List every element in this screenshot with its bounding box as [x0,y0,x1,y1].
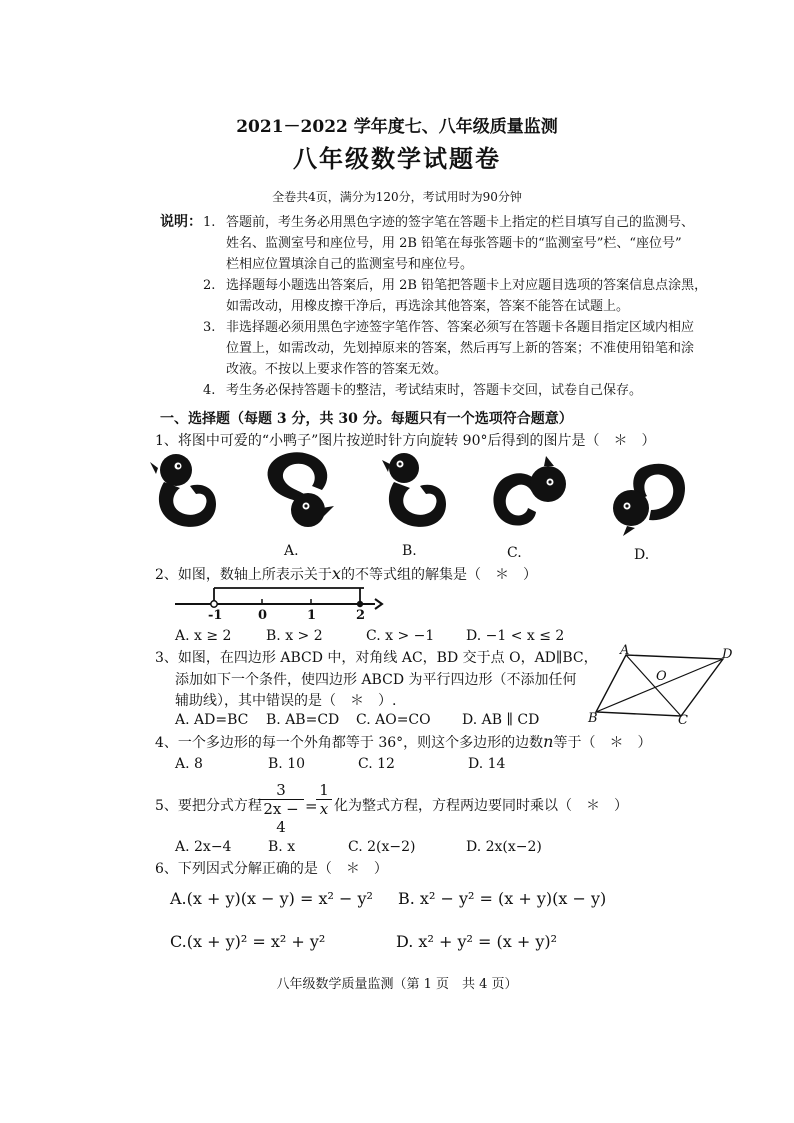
duck-option-b-figure [382,453,446,527]
q2-stem-part: 2、如图，数轴上所表示关于 [155,567,332,583]
number-line-figure [170,584,385,624]
q1-option-b: B. [402,543,417,559]
q2-option-b: B. x > 2 [266,628,323,644]
question-2-stem [155,565,537,584]
q1-option-d: D. [634,547,650,563]
axis-label: 0 [258,608,268,623]
question-4-stem [155,733,651,752]
q5-option-d: D. 2x(x−2) [466,839,542,855]
exam-info: 全卷共4页，满分为120分，考试用时为90分钟 [272,190,522,204]
q6-option-c: C.(x + y)² = x² + y² [170,932,326,951]
duck-figures [150,448,710,553]
equals-sign: = [305,797,318,815]
q4-stem-part: 4、一个多边形的每一个外角都等于 36°，则这个多边形的边数 [155,735,544,751]
instruction-line: 如需改动，用橡皮擦干净后，再选涂其他答案，答案不能答在试题上。 [226,299,630,314]
exam-title: 八年级数学试题卷 [293,144,501,173]
question-1-stem: 1、将图中可爱的“小鸭子”图片按逆时针方向旋转 90°后得到的图片是（ ＊ ） [155,433,656,449]
instructions-label: 说明： [160,214,202,230]
fraction-left [258,781,304,836]
duck-option-d-figure [613,464,685,536]
exam-header-title: 2021－2022 学年度七、八年级质量监测 [236,117,558,137]
question-5-stem-b: 化为整式方程，方程两边要同时乘以（ ＊ ） [334,798,628,814]
q3-option-d: D. AB ∥ CD [462,712,540,728]
instruction-number: 3. [203,320,216,335]
instruction-number: 2. [203,278,216,293]
q6-option-a: A.(x + y)(x − y) = x² − y² [170,889,373,908]
question-6-stem: 6、下列因式分解正确的是（ ＊ ） [155,861,388,877]
instruction-line: 姓名、监测室号和座位号，用 2B 铅笔在每张答题卡的“监测室号”栏、“座位号” [226,236,682,251]
instruction-line: 非选择题必须用黑色字迹签字笔作答、答案必须写在答题卡各题目指定区域内相应 [226,320,695,335]
vertex-label: D [722,647,733,662]
instruction-line: 改液。不按以上要求作答的答案无效。 [226,362,448,377]
duck-option-a-figure [268,452,334,527]
duck-option-c-figure [493,456,566,526]
q4-stem-part: 等于（ ＊ ） [553,735,652,751]
vertex-label: B [588,711,598,726]
axis-label: 2 [356,608,366,623]
diagonal-ac [626,655,681,716]
instruction-line: 位置上，如需改动，先划掉原来的答案，然后再写上新的答案；不准使用铅笔和涂 [226,341,695,356]
q4-variable: n [543,732,554,751]
vertex-label: A [620,643,630,658]
q2-variable: x [331,564,341,583]
q4-option-d: D. 14 [468,756,506,772]
question-3-stem: 3、如图，在四边形 ABCD 中，对角线 AC，BD 交于点 O，AD∥BC， [155,650,598,666]
instruction-number: 4. [203,383,216,398]
q5-option-c: C. 2(x−2) [348,839,416,855]
fraction-numerator: 1 [319,781,329,799]
axis-label: -1 [208,608,223,623]
duck-original-figure [150,454,216,527]
question-5-stem-a: 5、要把分式方程 [155,798,262,814]
fraction-numerator: 3 [276,781,286,799]
q3-option-a: A. AD=BC [175,712,249,728]
q3-option-c: C. AO=CO [356,712,431,728]
fraction-denominator: 2x − 4 [263,800,299,836]
q6-option-b: B. x² − y² = (x + y)(x − y) [398,889,607,908]
question-3-stem: 添加如下一个条件，使四边形 ABCD 为平行四边形（不添加任何 [175,672,577,688]
vertex-label: C [678,713,688,728]
q3-option-b: B. AB=CD [266,712,340,728]
instruction-line: 选择题每小题选出答案后，用 2B 铅笔把答题卡上对应题目选项的答案信息点涂黑， [226,278,708,293]
q5-option-a: A. 2x−4 [175,839,232,855]
q4-option-b: B. 10 [268,756,306,772]
q6-option-d: D. x² + y² = (x + y)² [396,932,558,951]
q2-option-c: C. x > −1 [366,628,435,644]
instruction-line: 答题前，考生务必用黑色字迹的签字笔在答题卡上指定的栏目填写自己的监测号、 [226,215,695,230]
q1-option-c: C. [507,545,522,561]
instruction-line: 考生务必保持答题卡的整洁，考试结束时，答题卡交回，试卷自己保存。 [226,383,643,398]
q2-option-d: D. −1 < x ≤ 2 [466,628,565,644]
fraction-right [316,781,332,818]
question-3-stem: 辅助线），其中错误的是（ ＊ ）. [175,693,397,709]
number-line-arrow [375,599,382,609]
instruction-line: 栏相应位置填涂自己的监测室号和座位号。 [226,257,474,272]
q4-option-a: A. 8 [175,756,203,772]
fraction-denominator: x [319,800,329,818]
q4-option-c: C. 12 [358,756,395,772]
section-heading: 一、选择题（每题 3 分，共 30 分。每题只有一个选项符合题意） [160,411,573,427]
q5-option-b: B. x [268,839,296,855]
q2-option-a: A. x ≥ 2 [175,628,232,644]
page-footer: 八年级数学质量监测（第 1 页 共 4 页） [276,977,518,992]
vertex-label: O [656,669,667,684]
q1-option-a: A. [284,543,299,559]
q2-stem-part: 的不等式组的解集是（ ＊ ） [340,567,537,583]
axis-label: 1 [307,608,317,623]
instruction-number: 1. [203,215,216,230]
